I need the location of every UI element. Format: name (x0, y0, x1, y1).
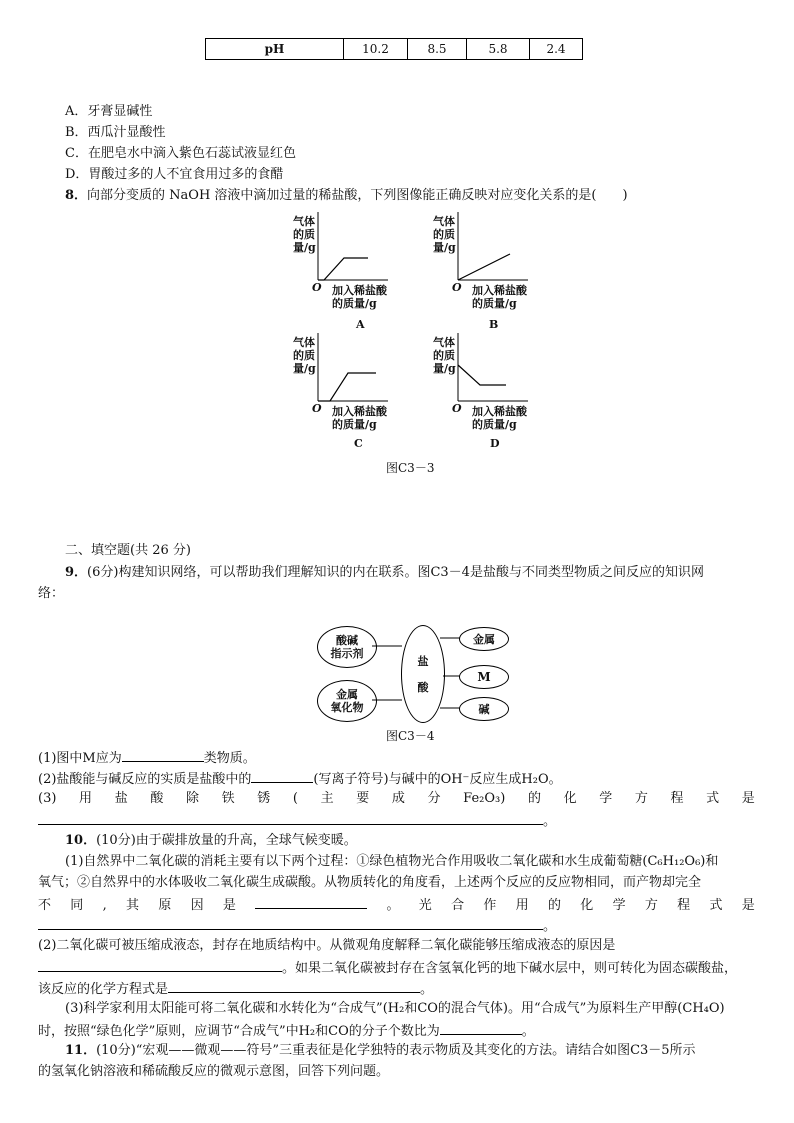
graph-letter: D (490, 437, 500, 450)
graph-c-plot (312, 331, 392, 406)
ph-label-cell: pH (206, 39, 344, 60)
question-8 (65, 186, 628, 206)
question-9: 9．(6分)构建知识网络，可以帮助我们理解知识的内在联系。图C3－4是盐酸与不同类型物质之间反应的知识网 (65, 565, 704, 580)
answer-blank[interactable] (168, 978, 420, 993)
node-metal-oxide: 金属 氧化物 (317, 680, 377, 722)
question-number: 11． (65, 1043, 97, 1058)
answer-blank[interactable] (38, 957, 282, 972)
x-axis-label: 加入稀盐酸 的质量/g (332, 284, 387, 310)
origin-label: O (452, 402, 462, 415)
q10-p2-line3: 该反应的化学方程式是 。 (38, 978, 433, 1000)
option-c: C．在肥皂水中滴入紫色石蕊试液显红色 (65, 146, 296, 161)
origin-label: O (452, 281, 462, 294)
node-base: 碱 (459, 697, 509, 721)
graph-a-plot (312, 210, 392, 285)
x-axis-label: 加入稀盐酸 的质量/g (472, 405, 527, 431)
y-axis-label: 气体 的质 量/g (433, 336, 456, 375)
ph-value-cell: 8.5 (408, 39, 467, 60)
figure-caption: 图C3－4 (386, 729, 435, 743)
q9-sub3: (3) 用 盐 酸 除 铁 锈 ( 主 要 成 分 Fe₂O₃) 的 化 学 方 程 式 是 (38, 791, 755, 806)
y-axis-label: 气体 的质 量/g (293, 215, 316, 254)
q10-p3-line1: (3)科学家利用太阳能可将二氧化碳和水转化为“合成气”(H₂和CO的混合气体)。用“合成气”为原料生产甲醇(CH₄O) (65, 1001, 725, 1016)
ph-value-cell: 2.4 (530, 39, 583, 60)
question-11-cont: 的氢氧化钠溶液和稀硫酸反应的微观示意图，回答下列问题。 (38, 1064, 390, 1079)
option-d: D．胃酸过多的人不宜食用过多的食醋 (65, 167, 284, 182)
q10-p1-answer: 。 (38, 915, 556, 937)
graph-letter: A (356, 318, 365, 331)
answer-blank[interactable] (38, 915, 543, 930)
answer-blank[interactable] (251, 768, 313, 783)
q10-p2-line1: (2)二氧化碳可被压缩成液态，封存在地质结构中。从微观角度解释二氧化碳能够压缩成液态的原因是 (38, 938, 616, 953)
answer-blank[interactable] (38, 810, 543, 825)
origin-label: O (312, 281, 322, 294)
question-number: 10． (65, 833, 97, 848)
option-a: A．牙膏显碱性 (65, 104, 153, 119)
y-axis-label: 气体 的质 量/g (293, 336, 316, 375)
graph-b-plot (452, 210, 532, 285)
node-metal: 金属 (459, 627, 509, 651)
figure-caption: 图C3－3 (386, 461, 435, 475)
q10-p3-line2: 时，按照“绿色化学”原则，应调节“合成气”中H₂和CO的分子个数比为 。 (38, 1020, 535, 1042)
question-10: 10．(10分)由于碳排放量的升高，全球气候变暖。 (65, 833, 357, 848)
x-axis-label: 加入稀盐酸 的质量/g (472, 284, 527, 310)
q10-p1-line1: (1)自然界中二氧化碳的消耗主要有以下两个过程：①绿色植物光合作用吸收二氧化碳和水生成葡萄糖(C₆H₁₂O₆)和 (65, 854, 719, 869)
node-m: M (459, 665, 509, 689)
q10-p1-line3: 不 同 , 其 原 因 是 。 光 合 作 用 的 化 学 方 程 式 是 (38, 894, 755, 916)
y-axis-label: 气体 的质 量/g (433, 215, 456, 254)
section-title: 二、填空题(共 26 分) (65, 543, 191, 558)
graph-d-plot (452, 331, 532, 406)
answer-blank[interactable] (255, 894, 367, 909)
answer-blank[interactable] (122, 747, 204, 762)
ph-value-cell: 5.8 (467, 39, 530, 60)
question-9-cont: 络： (38, 586, 65, 601)
node-indicator: 酸碱 指示剂 (317, 626, 377, 668)
q9-sub3-answer: 。 (38, 810, 556, 832)
graph-letter: B (489, 318, 499, 331)
answer-blank[interactable] (440, 1020, 522, 1035)
question-11: 11．(10分)“宏观——微观——符号”三重表征是化学独特的表示物质及其变化的方法。请结合如图C3－5所示 (65, 1043, 696, 1058)
ph-table (205, 38, 583, 60)
question-number: 9． (65, 565, 88, 580)
ph-value-cell: 10.2 (344, 39, 408, 60)
x-axis-label: 加入稀盐酸 的质量/g (332, 405, 387, 431)
q10-p1-line2: 氧气；②自然界中的水体吸收二氧化碳生成碳酸。从物质转化的角度看，上述两个反应的反应物相同，而产物却完全 (38, 875, 702, 890)
question-number: 8． (65, 188, 88, 203)
node-hydrochloric-acid: 盐 酸 (401, 625, 445, 723)
graph-letter: C (354, 437, 363, 450)
option-b: B．西瓜汁显酸性 (65, 125, 166, 140)
q10-p2-line2: 。如果二氧化碳被封存在含氢氧化钙的地下碱水层中，则可转化为固态碳酸盐， (38, 957, 737, 979)
question-text: 向部分变质的 NaOH 溶液中滴加过量的稀盐酸，下列图像能正确反映对应变化关系的是( ) (87, 188, 628, 203)
origin-label: O (312, 402, 322, 415)
q9-sub2: (2)盐酸能与碱反应的实质是盐酸中的 (写离子符号)与碱中的OH⁻反应生成H₂O。 (38, 768, 562, 790)
q9-sub1: (1)图中M应为 类物质。 (38, 747, 256, 769)
